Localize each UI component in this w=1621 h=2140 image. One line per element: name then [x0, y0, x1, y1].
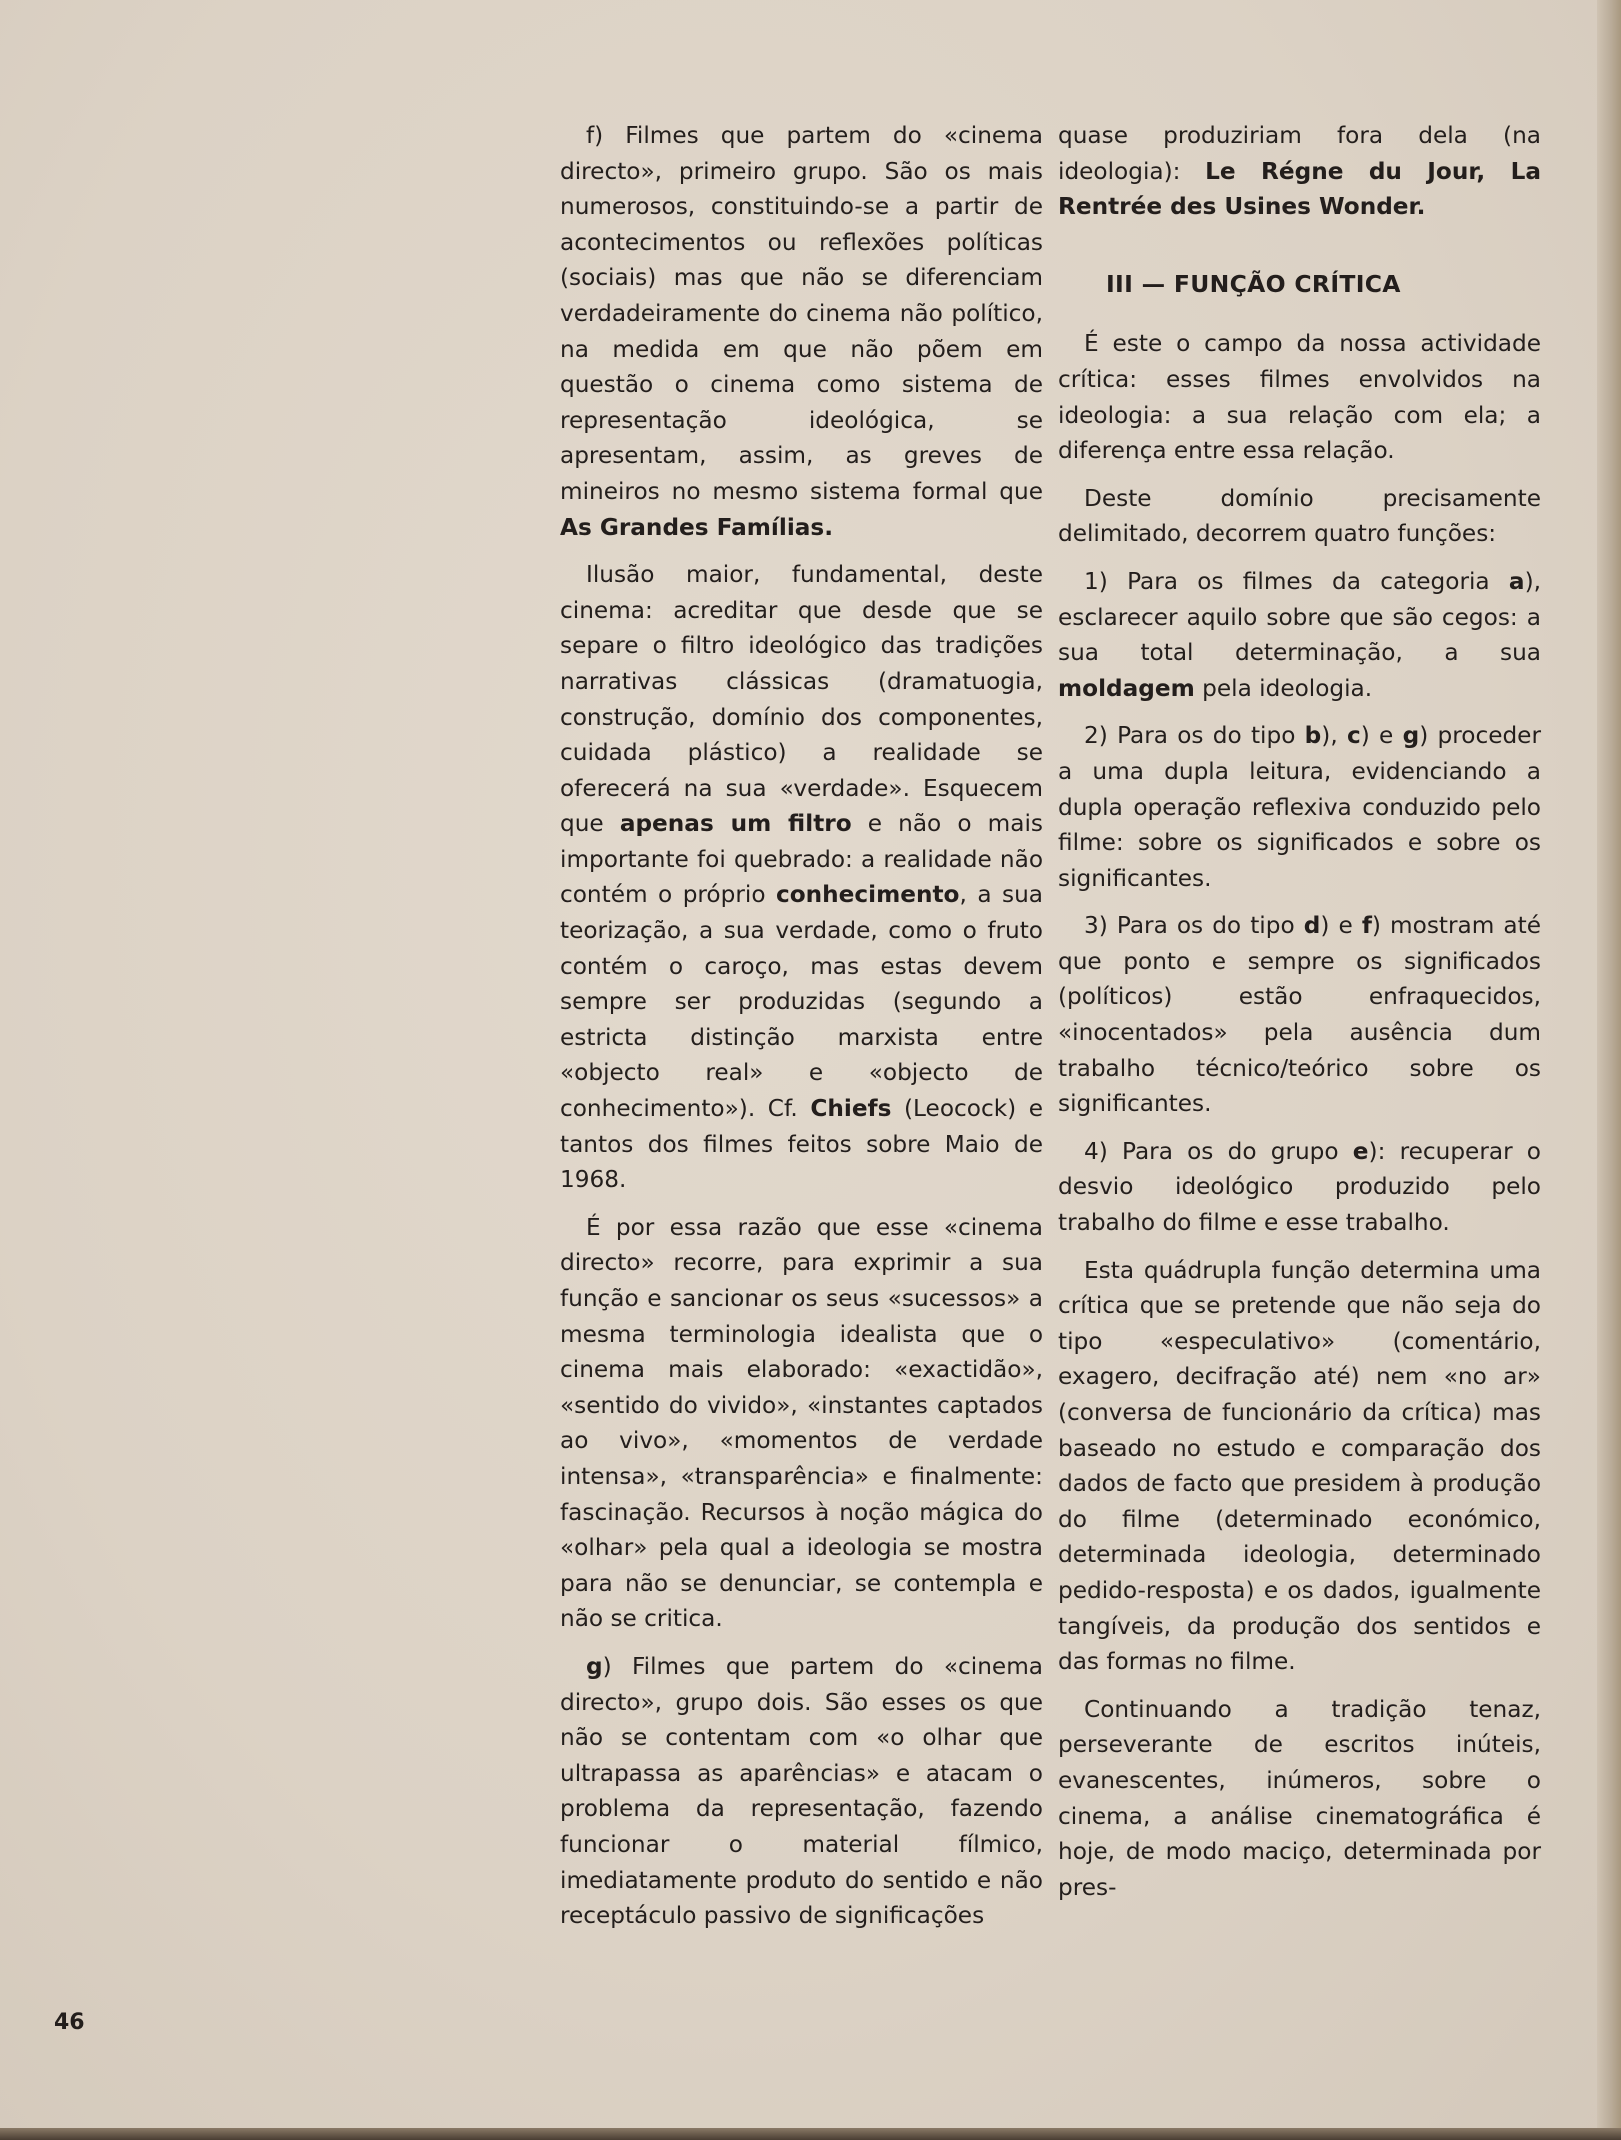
bold-text: a [1508, 567, 1525, 595]
text-run: Continuando a tradição tenaz, perseverante de escritos inúteis, evanescentes, inúmeros, sobre o cinema, a análise cinematográfica é hoje, de modo maciço, determinada por pres- [1058, 1695, 1541, 1901]
paragraph [1058, 326, 1541, 468]
text-run: ) mostram até que ponto e sempre os significados (políticos) estão enfraquecidos, «inocentados» pela ausência dum trabalho técnico/teórico sobre os significantes. [1058, 912, 1541, 1118]
bold-text: conhecimento [775, 881, 960, 909]
right-text-column [1058, 118, 1541, 1917]
text-run: 3) Para os do tipo [1084, 912, 1304, 940]
paragraph [560, 1210, 1043, 1637]
section-heading: III — FUNÇÃO CRÍTICA [1106, 269, 1401, 298]
text-run: ) e [1360, 722, 1403, 750]
paragraph [560, 557, 1043, 1198]
text-run: Esta quádrupla função determina uma crítica que se pretende que não seja do tipo «especulativo» (comentário, exagero, decifração até) nem «no ar» (conversa de funcionário da crítica) mas baseado no estudo e comparação dos dados de facto que presidem à produção do filme (determinado económico, determinada ideologia, determinado pedido-resposta) e os dados, igualmente tangíveis, da produção dos sentidos e das formas no filme. [1058, 1256, 1541, 1676]
text-run: É este o campo da nossa actividade crítica: esses filmes envolvidos na ideologia: a sua relação com ela; a diferença entre essa relação. [1058, 330, 1541, 465]
text-run: pela ideologia. [1194, 674, 1373, 702]
text-run: ) e [1320, 912, 1362, 940]
text-run: e não o mais importante foi quebrado: a realidade não contém o próprio [560, 810, 1043, 909]
page-edge-shadow [1597, 0, 1621, 2140]
text-run: ) proceder a uma dupla leitura, evidenciando a dupla operação reflexiva conduzido pelo filme: sobre os significados e sobre os significantes. [1058, 722, 1541, 892]
text-run: ) Filmes que partem do «cinema directo», grupo dois. São esses os que não se contentam com «o olhar que ultrapassa as aparências» e atacam o problema da representação, fazendo funcionar o material fílmico, imediatamente produto do sentido e não receptáculo passivo de significações [560, 1652, 1043, 1930]
paragraph [1058, 1134, 1541, 1241]
text-run: quase produziriam fora dela (na ideologia): [1058, 122, 1541, 185]
bold-text: moldagem [1058, 674, 1195, 702]
text-run: Deste domínio precisamente delimitado, decorrem quatro funções: [1058, 484, 1541, 548]
bold-text: b [1304, 722, 1322, 750]
page-bottom-edge [0, 2128, 1621, 2140]
bold-text: f [1361, 912, 1372, 940]
text-run: f) Filmes que partem do «cinema directo», primeiro grupo. São os mais numerosos, constituindo-se a partir de acontecimentos ou reflexões políticas (sociais) mas que não se diferenciam verdadeiramente do cinema não político, na medida em que não põem em questão o cinema como sistema de representação ideológica, se apresentam, assim, as greves de mineiros no mesmo sistema formal que [560, 122, 1043, 505]
paragraph [1058, 118, 1541, 225]
text-run: ), [1321, 722, 1347, 750]
text-run: 2) Para os do tipo [1084, 722, 1305, 750]
bold-text: g [586, 1652, 603, 1680]
bold-text: Le Régne du Jour, La Rentrée des Usines Wonder. [1058, 157, 1542, 221]
paragraph [1058, 564, 1541, 706]
bold-text: c [1346, 722, 1361, 750]
paragraph [1058, 1253, 1541, 1680]
bold-text: apenas um filtro [619, 810, 852, 838]
bold-text: d [1303, 912, 1321, 940]
bold-text: As Grandes Famílias. [560, 513, 834, 541]
paragraph [1058, 908, 1541, 1122]
text-run: 4) Para os do grupo [1084, 1137, 1353, 1165]
paragraph [560, 1649, 1043, 1934]
bold-text: e [1352, 1137, 1369, 1165]
paragraph [1058, 1692, 1541, 1906]
text-run: Ilusão maior, fundamental, deste cinema: acreditar que desde que se separe o filtro ideológico das tradições narrativas clássicas (dramatuogia, construção, domínio dos componentes, cuidada plástico) a realidade se oferecerá na sua «verdade». Esquecem que [560, 561, 1043, 838]
paragraph [1058, 481, 1541, 552]
text-run: ), esclarecer aquilo sobre que são cegos: a sua total determinação, a sua [1058, 567, 1541, 667]
paragraph [560, 118, 1043, 545]
text-run: 1) Para os filmes da categoria [1084, 567, 1509, 595]
bold-text: g [1402, 722, 1420, 750]
text-run: É por essa razão que esse «cinema directo» recorre, para exprimir a sua função e sancionar os seus «sucessos» a mesma terminologia idealista que o cinema mais elaborado: «exactidão», «sentido do vivido», «instantes captados ao vivo», «momentos de verdade intensa», «transparência» e finalmente: fascinação. Recursos à noção mágica do «olhar» pela qual a ideologia se mostra para não se denunciar, se contempla e não se critica. [560, 1213, 1043, 1633]
text-run: , a sua teorização, a sua verdade, como o fruto contém o caroço, mas estas devem sempre ser produzidas (segundo a estricta distinção marxista entre «objecto real» e «objecto de conhecimento»). Cf. [560, 881, 1043, 1123]
page-number: 46 [54, 2010, 85, 2035]
text-run: ): recuperar o desvio ideológico produzido pelo trabalho do filme e esse trabalho. [1058, 1137, 1541, 1237]
bold-text: Chiefs [810, 1095, 892, 1123]
text-run: (Leocock) e tantos dos filmes feitos sobre Maio de 1968. [560, 1095, 1043, 1194]
left-text-column [560, 118, 1043, 1946]
paragraph [1058, 718, 1541, 896]
